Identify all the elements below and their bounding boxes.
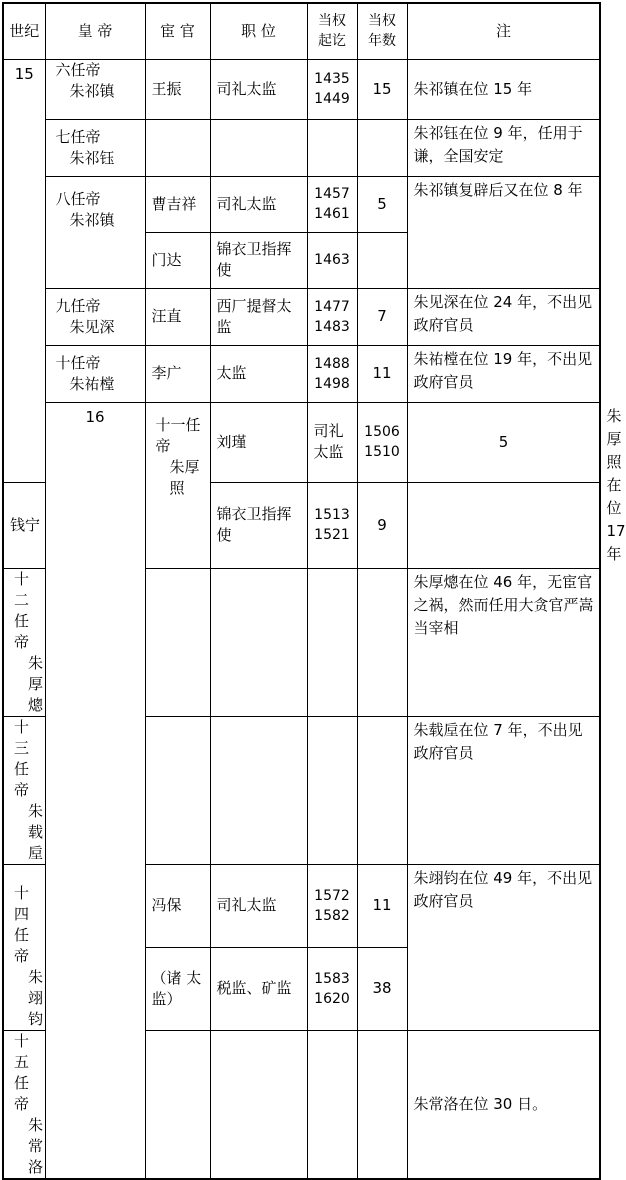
header-eunuch: 宦 官 <box>145 3 210 59</box>
eunuch-cell: 刘瑾 <box>210 402 307 483</box>
note-cell: 朱见深在位 24 年，不出见政府官员 <box>407 288 600 345</box>
eunuch-cell <box>145 716 210 864</box>
header-tenure: 当权 起讫 <box>307 3 357 59</box>
emperor-cell: 十一任帝 朱厚照 <box>145 402 210 568</box>
header-row <box>3 3 600 59</box>
years-cell: 15 <box>357 59 407 119</box>
post-cell: 司礼太监 <box>210 59 307 119</box>
table-row <box>3 345 600 402</box>
eunuch-cell: 汪直 <box>145 288 210 345</box>
tenure-cell <box>307 1030 357 1179</box>
header-note: 注 <box>407 3 600 59</box>
years-cell: 38 <box>357 948 407 1030</box>
tenure-cell <box>307 119 357 176</box>
post-cell <box>210 1030 307 1179</box>
post-cell: 司礼太监 <box>210 864 307 948</box>
emperor-cell: 十三任帝 朱载垕 <box>3 716 45 864</box>
eunuch-cell: 曹吉祥 <box>145 176 210 232</box>
post-cell: 司礼太监 <box>210 176 307 232</box>
table-row <box>3 288 600 345</box>
eunuch-cell: 王振 <box>145 59 210 119</box>
header-emperor: 皇 帝 <box>45 3 145 59</box>
eunuch-cell: （诸 太 监） <box>145 948 210 1030</box>
tenure-cell <box>307 568 357 716</box>
century-15: 15 <box>3 59 45 483</box>
tenure-cell: 1572 1582 <box>307 864 357 948</box>
post-cell: 锦衣卫指挥使 <box>210 232 307 288</box>
years-cell: 9 <box>357 483 407 568</box>
tenure-cell: 1488 1498 <box>307 345 357 402</box>
eunuch-table <box>2 2 626 1180</box>
post-cell <box>210 716 307 864</box>
emperor-cell: 八任帝 朱祁镇 <box>45 176 145 288</box>
post-cell: 司礼太监 <box>307 402 357 483</box>
note-cell: 朱祐樘在位 19 年，不出见政府官员 <box>407 345 600 402</box>
eunuch-cell <box>145 119 210 176</box>
header-years: 当权 年数 <box>357 3 407 59</box>
table-row <box>3 119 600 176</box>
emperor-cell: 十五任帝 朱常洛 <box>3 1030 45 1179</box>
emperor-cell: 九任帝 朱见深 <box>45 288 145 345</box>
table-row: 16 十一任帝 朱厚照 刘瑾 司礼太监 1506 1510 5 朱厚照在位 17 年 <box>3 402 600 483</box>
tenure-cell: 1477 1483 <box>307 288 357 345</box>
eunuch-cell: 门达 <box>145 232 210 288</box>
tenure-cell: 1435 1449 <box>307 59 357 119</box>
years-cell <box>357 232 407 288</box>
years-cell: 7 <box>357 288 407 345</box>
eunuch-cell: 李广 <box>145 345 210 402</box>
eunuch-cell <box>145 1030 210 1179</box>
table-row <box>3 59 600 119</box>
post-cell <box>210 568 307 716</box>
post-cell: 税监、矿监 <box>210 948 307 1030</box>
post-cell: 太监 <box>210 345 307 402</box>
note-cell: 朱祁镇复辟后又在位 8 年 <box>407 176 600 288</box>
note-cell: 朱祁镇在位 15 年 <box>407 59 600 119</box>
eunuch-cell: 冯保 <box>145 864 210 948</box>
years-cell <box>357 1030 407 1179</box>
emperor-cell: 六任帝 朱祁镇 <box>45 59 145 119</box>
header-century: 世纪 <box>3 3 45 59</box>
tenure-cell: 1463 <box>307 232 357 288</box>
note-cell: 朱厚熜在位 46 年，无宦官之祸，然而任用大贪官严嵩当宰相 <box>407 568 600 716</box>
note-cell: 朱翊钧在位 49 年，不出见政府官员 <box>407 864 600 1030</box>
years-cell <box>357 716 407 864</box>
post-cell: 西厂提督太监 <box>210 288 307 345</box>
tenure-cell: 1513 1521 <box>307 483 357 568</box>
years-cell: 5 <box>357 176 407 232</box>
eunuch-cell: 钱宁 <box>3 483 45 568</box>
years-cell <box>357 119 407 176</box>
emperor-cell: 十任帝 朱祐樘 <box>45 345 145 402</box>
emperor-cell: 十四任帝 朱翊钧 <box>3 864 45 1030</box>
post-cell <box>210 119 307 176</box>
years-cell <box>357 568 407 716</box>
table-row <box>3 176 600 232</box>
emperor-cell: 七任帝 朱祁钰 <box>45 119 145 176</box>
century-16: 16 <box>45 402 145 1179</box>
tenure-cell: 1506 1510 <box>357 402 407 483</box>
years-cell: 5 <box>407 402 600 483</box>
tenure-cell: 1457 1461 <box>307 176 357 232</box>
note-cell: 朱祁钰在位 9 年，任用于谦，全国安定 <box>407 119 600 176</box>
tenure-cell: 1583 1620 <box>307 948 357 1030</box>
note-cell: 朱载垕在位 7 年，不出见政府官员 <box>407 716 600 864</box>
years-cell: 11 <box>357 864 407 948</box>
years-cell: 11 <box>357 345 407 402</box>
note-cell: 朱常洛在位 30 日。 <box>407 1030 600 1179</box>
post-cell: 锦衣卫指挥使 <box>210 483 307 568</box>
eunuch-cell <box>145 568 210 716</box>
header-post: 职 位 <box>210 3 307 59</box>
tenure-cell <box>307 716 357 864</box>
emperor-cell: 十二任帝 朱厚熜 <box>3 568 45 716</box>
